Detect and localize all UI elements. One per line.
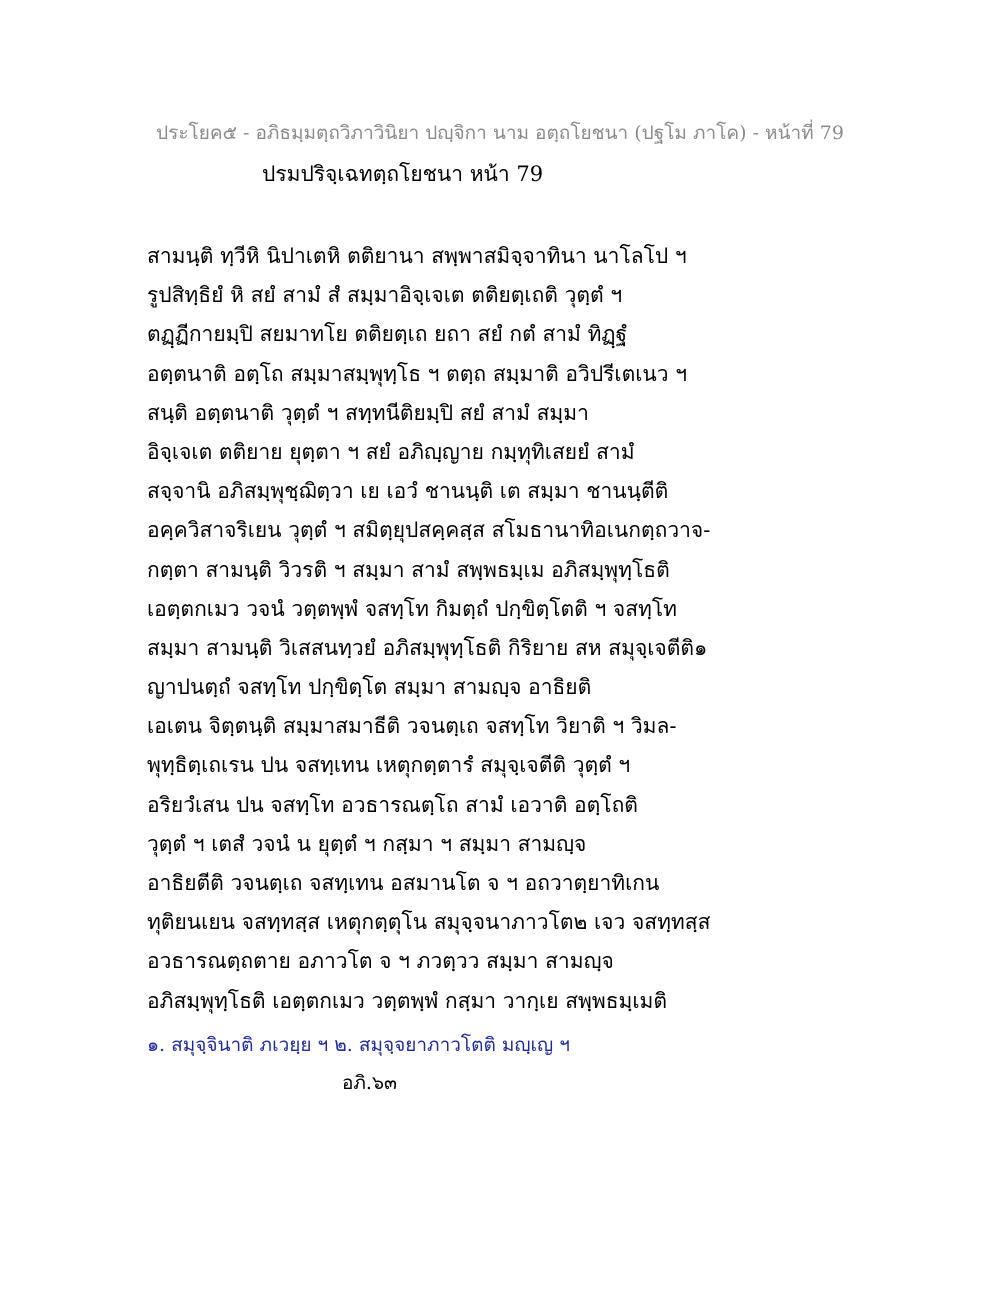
- chapter-title: ปรมปริจฺเฉทตฺถโยชนา หน้า 79: [262, 162, 544, 186]
- body-line: รูปสิทฺธิยํ หิ สยํ สามํ สํ สมฺมาอิจฺเจเต ตติยตฺเถติ วุตฺตํ ฯ: [147, 283, 623, 308]
- running-header: ประโยค๕ - อภิธมฺมตฺถวิภาวินิยา ปญฺจิกา นาม อตฺถโยชนา (ปฐโม ภาโค) - หน้าที่ 79: [156, 122, 844, 144]
- body-line: อคฺควิสาจริเยน วุตฺตํ ฯ สมิตฺยุปสคฺคสฺส สโมธานาทิอเนกตฺถวาจ-: [147, 518, 711, 543]
- body-line: ทุติยนเยน จสทฺทสฺส เหตุกตฺตุโน สมุจฺจนาภาวโต๒ เจว จสทฺทสฺส: [147, 910, 711, 935]
- body-line: สนฺติ อตฺตนาติ วุตฺตํ ฯ สทฺทนีติยมฺปิ สยํ สามํ สมฺมา: [147, 400, 589, 425]
- body-line: ญาปนตฺถํ จสทฺโท ปกฺขิตฺโต สมฺมา สามญฺจ อาธิยติ: [147, 675, 592, 700]
- page-reference: อภิ.๖๓: [342, 1072, 398, 1094]
- body-line: สามนฺติ ทฺวีหิ นิปาเตหิ ตติยานา สพฺพาสมิจฺจาทินา นาโลโป ฯ: [147, 244, 687, 268]
- body-line: อริยวํเสน ปน จสทฺโท อวธารณตฺโถ สามํ เอวาติ อตฺโถติ: [147, 792, 638, 817]
- body-line: อภิสมฺพุทฺโธติ เอตฺตกเมว วตฺตพฺพํ กสฺมา วากฺเย สพฺพธมฺเมติ: [147, 988, 668, 1013]
- body-line: อวธารณตฺถตาย อภาวโต จ ฯ ภวตฺวว สมฺมา สามญฺจ: [147, 949, 614, 974]
- body-line: อาธิยตีติ วจนตฺเถ จสทฺเทน อสมานโต จ ฯ อถวาตฺยาทิเกน: [147, 871, 660, 895]
- body-line: พุทฺธิตฺเถเรน ปน จสทฺเทน เหตุกตฺตารํ สมุจฺเจตีติ วุตฺตํ ฯ: [147, 753, 631, 778]
- body-line: เอเตน จิตฺตนฺติ สมฺมาสมาธีติ วจนตฺเถ จสทฺโท วิยาติ ฯ วิมล-: [147, 714, 677, 739]
- body-line: อิจฺเจเต ตติยาย ยุตฺตา ฯ สยํ อภิญฺญาย กมฺทุทิเสยยํ สามํ: [147, 439, 635, 464]
- body-line: ตฏฺฏีกายมฺปิ สยมาทโย ตติยตฺเถ ยถา สยํ กตํ สามํ ทิฏฺฐํ: [147, 322, 628, 347]
- body-line: สมฺมา สามนฺติ วิเสสนทฺวยํ อภิสมฺพุทฺโธติ กิริยาย สห สมุจฺเจตีติ๑: [147, 635, 708, 660]
- body-line: อตฺตนาติ อตฺโถ สมฺมาสมฺพุทฺโธ ฯ ตตฺถ สมฺมาติ อวิปรีเตเนว ฯ: [147, 361, 688, 386]
- footnote: ๑. สมุจฺจินาติ ภเวยฺย ฯ ๒. สมุจฺจยาภาวโตติ มญฺเญ ฯ: [147, 1034, 570, 1056]
- body-line: สจฺจานิ อภิสมฺพุชฺฌิตฺวา เย เอวํ ชานนฺติ เต สมฺมา ชานนฺตีติ: [147, 479, 669, 504]
- body-text: [147, 237, 710, 1021]
- body-line: เอตฺตกเมว วจนํ วตฺตพฺพํ จสทฺโท กิมตฺถํ ปกฺขิตฺโตติ ฯ จสทฺโท: [147, 596, 677, 621]
- body-line: กตฺตา สามนฺติ วิวรติ ฯ สมฺมา สามํ สพฺพธมฺเม อภิสมฺพุทฺโธติ: [147, 557, 670, 582]
- body-line: วุตฺตํ ฯ เตสํ วจนํ น ยุตฺตํ ฯ กสฺมา ฯ สมฺมา สามญฺจ: [147, 831, 587, 856]
